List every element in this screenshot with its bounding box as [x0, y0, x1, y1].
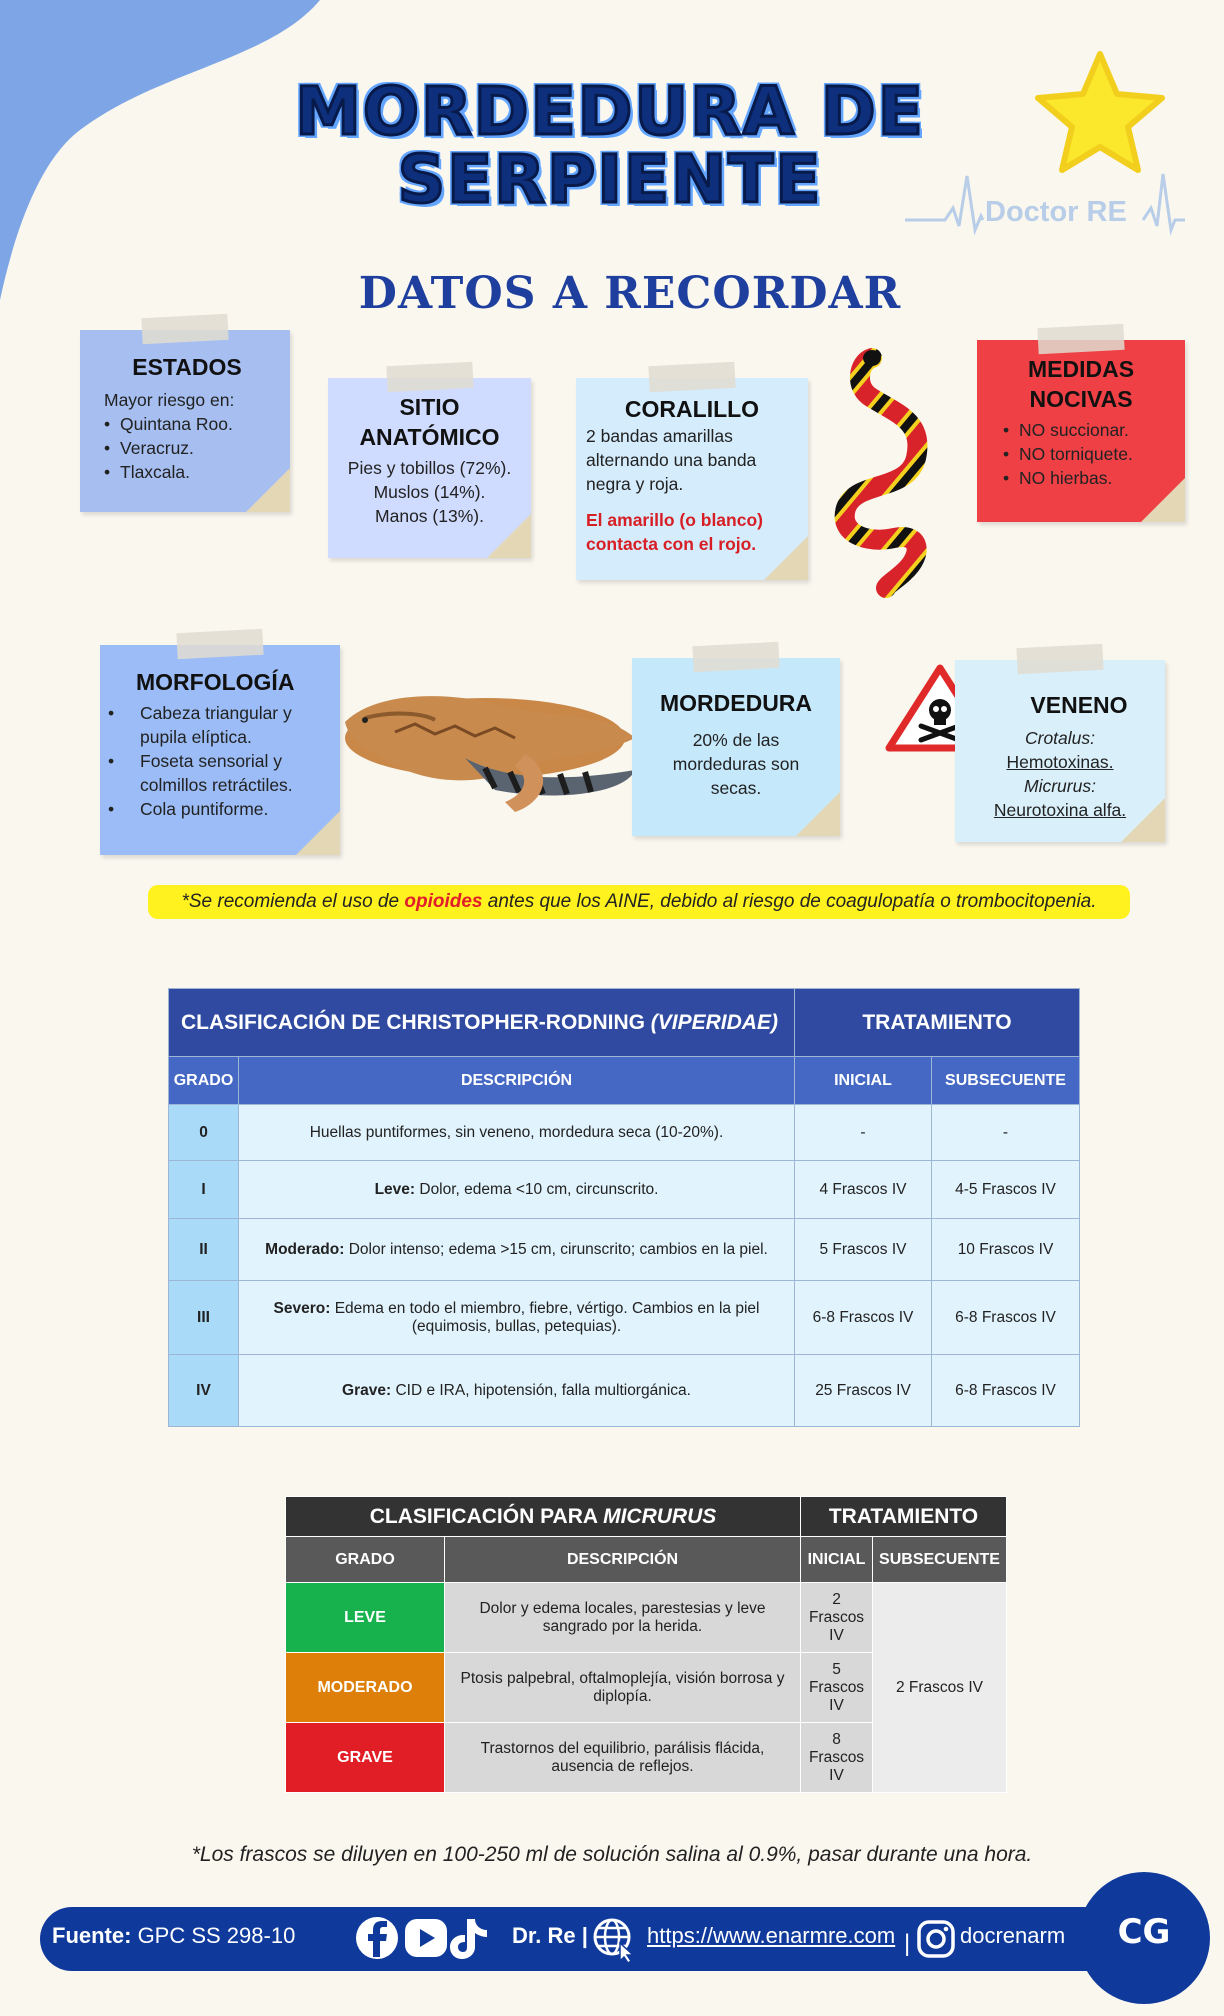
instagram-handle[interactable]: docrenarm — [960, 1923, 1066, 1948]
note-text: 20% de las mordeduras son secas. — [672, 730, 800, 798]
page-subtitle: DATOS A RECORDAR — [358, 268, 902, 319]
table-row: 0 Huellas puntiformes, sin veneno, mordedura seca (10-20%). - - — [169, 1105, 1080, 1161]
page-title: MORDEDURA DE SERPIENTE — [295, 73, 925, 218]
note-veneno — [955, 660, 1165, 842]
cg-badge: CG — [1078, 1872, 1210, 2004]
list-item: • Tlaxcala. — [104, 460, 270, 484]
note-title: ESTADOS — [132, 354, 242, 380]
note-title: MORDEDURA — [659, 690, 813, 716]
col-descripcion: DESCRIPCIÓN — [445, 1537, 801, 1583]
note-sitio-anatomico — [328, 378, 531, 558]
tape-decoration — [1037, 324, 1124, 354]
note-medidas-nocivas — [977, 340, 1185, 522]
page-fold-decoration — [296, 811, 340, 855]
page-fold-decoration — [246, 468, 290, 512]
list-item: • NO hierbas. — [1003, 466, 1175, 490]
note-estados — [80, 330, 290, 512]
tiktok-icon[interactable] — [450, 1919, 487, 1959]
list-item: • NO succionar. — [1003, 418, 1175, 442]
page-fold-decoration — [1141, 478, 1185, 522]
treatment-header: TRATAMIENTO — [795, 989, 1080, 1057]
note-title: MEDIDAS NOCIVAS — [1027, 356, 1135, 412]
note-title: SITIO ANATÓMICO — [359, 394, 500, 450]
note-title: CORALILLO — [624, 396, 760, 422]
highlight-note: *Se recomienda el uso de opioides antes que los AINE, debido al riesgo de coagulopatía o trombocitopenia. — [148, 885, 1130, 919]
social-icons — [355, 1913, 495, 1963]
note-morfologia — [100, 645, 340, 855]
rattlesnake-illustration — [335, 662, 645, 814]
table-row: IV Grave: CID e IRA, hipotensión, falla multiorgánica. 25 Frascos IV 6-8 Frascos IV — [169, 1355, 1080, 1427]
note-line: Neurotoxina alfa. — [993, 800, 1127, 820]
subsecuente-value: 2 Frascos IV — [873, 1583, 1007, 1793]
note-coralillo — [576, 378, 808, 580]
note-alert: El amarillo (o blanco) contacta con el rojo. — [586, 510, 763, 554]
table-row: III Severo: Edema en todo el miembro, fiebre, vértigo. Cambios en la piel (equimosis, bullas, petequias). 6-8 Frascos IV 6-8 Frascos IV — [169, 1281, 1080, 1355]
website-link[interactable]: https://www.enarmre.com — [647, 1923, 896, 1948]
star-icon — [1030, 48, 1170, 178]
col-descripcion: DESCRIPCIÓN — [239, 1057, 795, 1105]
list-item: • NO torniquete. — [1003, 442, 1175, 466]
table-row: I Leve: Dolor, edema <10 cm, circunscrito. 4 Frascos IV 4-5 Frascos IV — [169, 1161, 1080, 1219]
note-list — [124, 701, 328, 821]
list-item: • Cabeza triangular y pupila elíptica. — [124, 701, 328, 749]
table-row: II Moderado: Dolor intenso; edema >15 cm, cirunscrito; cambios en la piel. 5 Frascos IV 10 Frascos IV — [169, 1219, 1080, 1281]
table-title: CLASIFICACIÓN PARA MICRURUS — [286, 1497, 801, 1537]
page-fold-decoration — [1121, 798, 1165, 842]
tape-decoration — [176, 629, 263, 659]
table-row: GRAVE Trastornos del equilibrio, parálisis flácida, ausencia de reflejos. 8 Frascos IV — [286, 1723, 1007, 1793]
note-text: 2 bandas amarillas alternando una banda negra y roja. — [586, 426, 757, 494]
coral-snake-illustration — [828, 348, 956, 590]
note-line: Micrurus: — [1024, 776, 1096, 796]
footer-author: Dr. Re | — [512, 1923, 588, 1948]
list-item: • Cola puntiforme. — [124, 797, 328, 821]
grade-badge-moderado: MODERADO — [286, 1653, 445, 1723]
col-subsecuente: SUBSECUENTE — [932, 1057, 1080, 1105]
note-mordedura — [632, 658, 840, 836]
list-item: • Foseta sensorial y colmillos retráctiles. — [124, 749, 328, 797]
table-row: MODERADO Ptosis palpebral, oftalmoplejía, visión borrosa y diplopía. 5 Frascos IV — [286, 1653, 1007, 1723]
note-line: Pies y tobillos (72%). — [347, 458, 512, 478]
page-fold-decoration — [764, 536, 808, 580]
list-item: • Veracruz. — [104, 436, 270, 460]
tape-decoration — [386, 362, 473, 392]
list-item: • Quintana Roo. — [104, 412, 270, 436]
tape-decoration — [1016, 644, 1103, 674]
viperidae-table — [168, 988, 1080, 1427]
page-fold-decoration — [796, 792, 840, 836]
col-inicial: INICIAL — [801, 1537, 873, 1583]
page-fold-decoration — [487, 514, 531, 558]
micrurus-table — [285, 1496, 1007, 1793]
logo-text: Doctor RE — [985, 196, 1127, 228]
footnote: *Los frascos se diluyen en 100-250 ml de solución salina al 0.9%, pasar durante una hora. — [191, 1843, 1033, 1866]
youtube-icon[interactable] — [405, 1919, 447, 1957]
grade-badge-grave: GRAVE — [286, 1723, 445, 1793]
col-grado: GRADO — [169, 1057, 239, 1105]
tape-decoration — [141, 314, 228, 344]
note-line: Muslos (14%). — [373, 482, 486, 502]
col-grado: GRADO — [286, 1537, 445, 1583]
col-subsecuente: SUBSECUENTE — [873, 1537, 1007, 1583]
treatment-header: TRATAMIENTO — [801, 1497, 1007, 1537]
note-line: Crotalus: — [1024, 728, 1096, 748]
note-line: Hemotoxinas. — [1006, 752, 1114, 772]
col-inicial: INICIAL — [795, 1057, 932, 1105]
note-intro: Mayor riesgo en: — [104, 390, 235, 410]
globe-cursor-icon — [592, 1917, 638, 1963]
grade-badge-leve: LEVE — [286, 1583, 445, 1653]
tape-decoration — [648, 362, 735, 392]
svg-text:|: | — [904, 1930, 911, 1957]
note-title: VENENO — [1030, 692, 1128, 718]
instagram-icon[interactable] — [904, 1917, 956, 1961]
footer-source: Fuente: GPC SS 298-10 — [52, 1923, 296, 1948]
table-title: CLASIFICACIÓN DE CHRISTOPHER-RODNING (VIPERIDAE) — [169, 989, 795, 1057]
tape-decoration — [692, 642, 779, 672]
note-title: MORFOLOGÍA — [136, 669, 295, 695]
note-line: Manos (13%). — [375, 506, 484, 526]
table-row: LEVE Dolor y edema locales, parestesias y leve sangrado por la herida. 2 Frascos IV 2 Frascos IV — [286, 1583, 1007, 1653]
facebook-icon[interactable] — [356, 1917, 398, 1959]
